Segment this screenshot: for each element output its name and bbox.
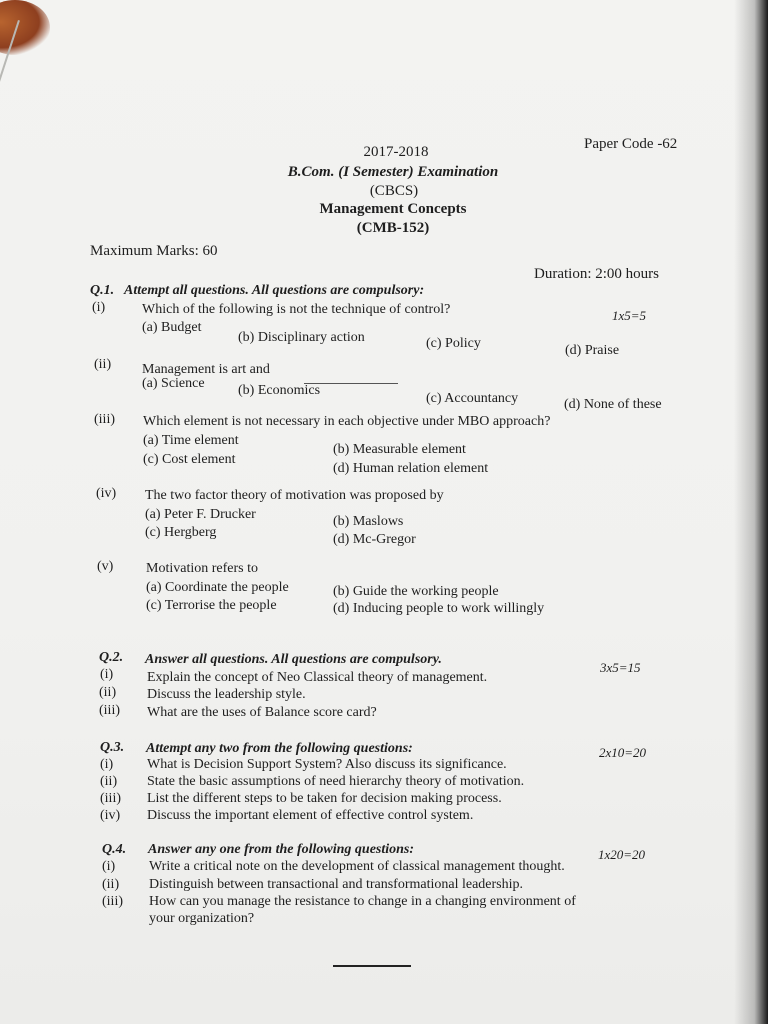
q3-item-num: (ii) [100,774,118,789]
q4-marks: 1x20=20 [598,847,646,862]
thumb-in-frame [0,0,50,55]
q1-option: (a) Peter F. Drucker [145,507,256,522]
q1-option: (d) Mc-Gregor [333,532,416,547]
q3-item-num: (iii) [100,791,121,806]
q3-item-text: Discuss the important element of effective control system. [147,808,474,823]
q3-item-text: What is Decision Support System? Also discuss its significance. [147,757,507,772]
q3-instruction: Attempt any two from the following questions: [146,741,413,756]
q1-option: (c) Accountancy [426,391,519,406]
q1-option: (b) Disciplinary action [238,330,365,345]
q1-option: (a) Time element [143,433,239,448]
q1-option: (d) None of these [564,397,662,412]
q1-item-num: (iv) [96,486,117,501]
q4-item-text-continued: your organization? [149,911,255,926]
q1-option: (b) Guide the working people [333,584,499,599]
q1-option: (a) Science [142,376,205,391]
q3-item-num: (i) [100,757,114,772]
paper-edge-shadow [734,0,768,1024]
q4-instruction: Answer any one from the following questions: [148,842,415,857]
exam-title: B.Com. (I Semester) Examination [287,164,499,180]
q1-option: (c) Policy [426,336,481,351]
q4-item-num: (i) [102,859,116,874]
end-rule [333,965,411,967]
q1-option: (d) Human relation element [333,461,489,476]
q1-item-text: Motivation refers to [146,561,258,576]
max-marks: Maximum Marks: 60 [90,243,218,259]
exam-year: 2017-2018 [363,144,429,160]
q1-item-text: Management is art and [142,362,270,377]
q2-item-text: What are the uses of Balance score card? [147,705,377,720]
q1-number: Q.1. [90,283,115,298]
q1-item-text: Which of the following is not the technique of control? [142,302,451,317]
course-code: (CMB-152) [356,220,430,236]
q2-item-text: Explain the concept of Neo Classical theory of management. [147,670,488,685]
q2-item-num: (i) [100,667,114,682]
q2-item-num: (ii) [99,685,117,700]
q4-item-text: How can you manage the resistance to change in a changing environment of [149,894,576,909]
q1-item-text: The two factor theory of motivation was proposed by [145,488,444,503]
exam-scheme: (CBCS) [369,183,419,199]
q1-option: (c) Hergberg [145,525,217,540]
q1-option: (b) Measurable element [333,442,466,457]
q1-item-num: (iii) [94,412,115,427]
q2-marks: 3x5=15 [600,660,641,675]
paper-code: Paper Code -62 [584,136,678,152]
q4-item-text: Distinguish between transactional and transformational leadership. [149,877,524,892]
q2-number: Q.2. [99,650,124,665]
q1-marks: 1x5=5 [612,308,647,323]
q1-item-num: (v) [97,559,114,574]
q3-marks: 2x10=20 [599,745,647,760]
q3-number: Q.3. [100,740,125,755]
q4-number: Q.4. [102,842,127,857]
q3-item-text: List the different steps to be taken for decision making process. [147,791,502,806]
q1-item-num: (i) [92,300,106,315]
subject-name: Management Concepts [319,201,467,217]
q2-instruction: Answer all questions. All questions are compulsory. [145,652,442,667]
q3-item-num: (iv) [100,808,121,823]
q4-item-num: (iii) [102,894,123,909]
q4-item-num: (ii) [102,877,120,892]
q1-option: (a) Budget [142,320,202,335]
q1-option: (b) Economics [238,383,321,398]
q1-option: (d) Inducing people to work willingly [333,601,545,616]
q1-instruction: Attempt all questions. All questions are compulsory: [124,283,425,298]
q1-option: (b) Maslows [333,514,404,529]
q1-option: (c) Cost element [143,452,236,467]
q1-option: (a) Coordinate the people [146,580,289,595]
q1-item-num: (ii) [94,357,112,372]
q4-item-text: Write a critical note on the development of classical management thought. [149,859,565,874]
q1-option: (c) Terrorise the people [146,598,277,613]
q1-option: (d) Praise [565,343,620,358]
q2-item-text: Discuss the leadership style. [147,687,306,702]
q3-item-text: State the basic assumptions of need hierarchy theory of motivation. [147,774,525,789]
duration: Duration: 2:00 hours [534,266,659,282]
q1-item-text: Which element is not necessary in each objective under MBO approach? [143,414,551,429]
q2-item-num: (iii) [99,703,120,718]
